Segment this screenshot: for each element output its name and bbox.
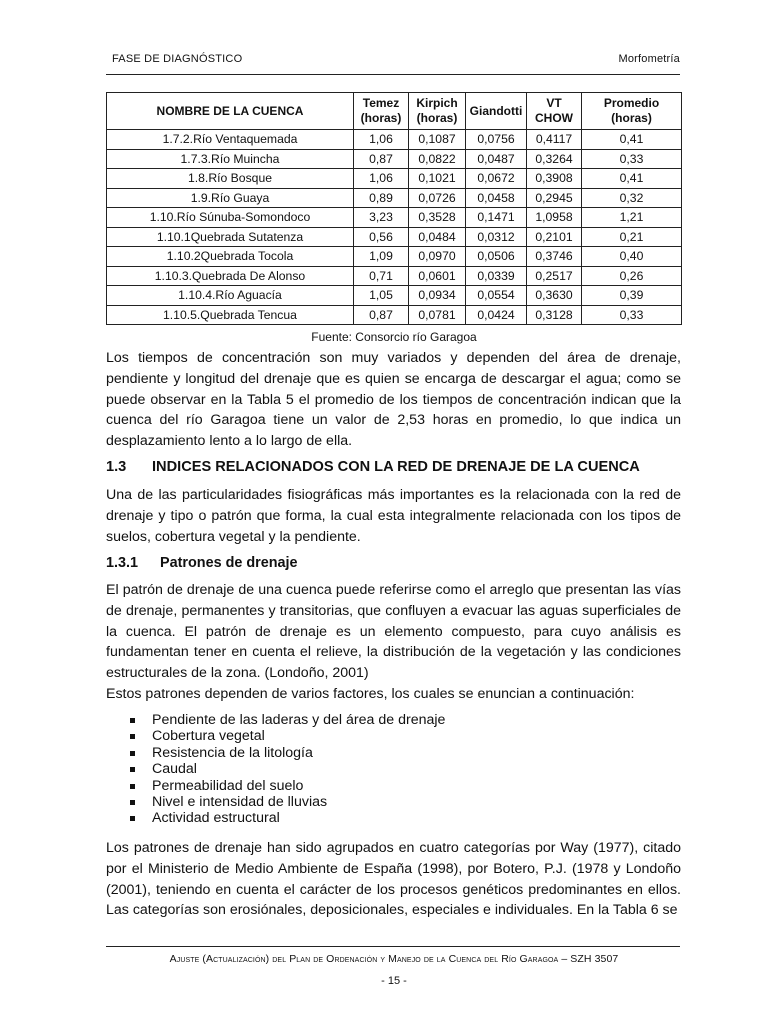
basin-name-cell: 1.8.Río Bosque xyxy=(107,169,354,189)
value-cell: 0,0934 xyxy=(409,286,466,306)
basin-name-cell: 1.7.3.Río Muincha xyxy=(107,149,354,169)
bullet-square-icon xyxy=(130,784,135,789)
value-cell: 0,3128 xyxy=(527,305,582,325)
section-title: INDICES RELACIONADOS CON LA RED DE DRENAJE DE LA CUENCA xyxy=(152,459,640,475)
list-item-text: Pendiente de las laderas y del área de drenaje xyxy=(152,712,446,728)
table-row xyxy=(107,208,682,228)
col-header-promedio: Promedio (horas) xyxy=(582,93,682,130)
list-item xyxy=(106,728,445,744)
list-item xyxy=(106,778,445,794)
value-cell: 0,0458 xyxy=(466,188,527,208)
footer-title: Ajuste (Actualización) del Plan de Ordenación y Manejo de la Cuenca del Río Garagoa – SZH 3507 xyxy=(169,953,619,965)
value-cell: 0,0756 xyxy=(466,130,527,150)
bullet-square-icon xyxy=(130,751,135,756)
value-cell: 0,0822 xyxy=(409,149,466,169)
bullet-square-icon xyxy=(130,767,135,772)
value-cell: 1,05 xyxy=(354,286,409,306)
value-cell: 0,4117 xyxy=(527,130,582,150)
bullet-square-icon xyxy=(130,800,135,805)
section-number: 1.3 xyxy=(106,459,127,475)
basin-name-cell: 1.9.Río Guaya xyxy=(107,188,354,208)
bullet-square-icon xyxy=(130,734,135,739)
table-row xyxy=(107,130,682,150)
value-cell: 0,3746 xyxy=(527,247,582,267)
table-row xyxy=(107,266,682,286)
section-heading xyxy=(106,459,640,475)
list-item-text: Permeabilidad del suelo xyxy=(152,777,304,794)
table-row xyxy=(107,169,682,189)
value-cell: 0,33 xyxy=(582,305,682,325)
basin-name-cell: 1.10.2Quebrada Tocola xyxy=(107,247,354,267)
table-row xyxy=(107,286,682,306)
value-cell: 1,21 xyxy=(582,208,682,228)
value-cell: 0,0339 xyxy=(466,266,527,286)
value-cell: 0,2517 xyxy=(527,266,582,286)
bullet-square-icon xyxy=(130,718,135,723)
table-header-row xyxy=(107,93,682,130)
value-cell: 0,3630 xyxy=(527,286,582,306)
list-item xyxy=(106,745,445,761)
value-cell: 0,3908 xyxy=(527,169,582,189)
col-header-giandotti: Giandotti xyxy=(466,93,527,130)
value-cell: 0,0312 xyxy=(466,227,527,247)
paragraph-drainage-pattern: El patrón de drenaje de una cuenca puede referirse como el arreglo que presentan las vías de drenaje, permanentes y transitorias, que confluyen a evacuar las aguas superficiales de la cuenca. El patrón de drenaje es un elemento compuesto, para cuyo análisis es fundamentan tener en cuenta el relieve, la distribución de la vegetación y las condiciones estructurales de la zona. (Londoño, 2001) xyxy=(106,582,681,682)
value-cell: 3,23 xyxy=(354,208,409,228)
basin-name-cell: 1.7.2.Río Ventaquemada xyxy=(107,130,354,150)
value-cell: 0,0506 xyxy=(466,247,527,267)
header-section-label: FASE DE DIAGNÓSTICO xyxy=(112,53,243,65)
basin-name-cell: 1.10.5.Quebrada Tencua xyxy=(107,305,354,325)
paragraph-pattern-categories: Los patrones de drenaje han sido agrupados en cuatro categorías por Way (1977), citado por el Ministerio de Medio Ambiente de España (1998), por Botero, P.J. (1978 y Londoño (2001), teniendo en cuenta el carácter de los procesos genéticos predominantes en ellos. Las categorías son erosiónales, deposicionales, especiales e individuales. En la Tabla 6 se xyxy=(106,840,681,919)
list-item xyxy=(106,712,445,728)
table-row xyxy=(107,305,682,325)
value-cell: 0,89 xyxy=(354,188,409,208)
page-number: - 15 - xyxy=(381,975,407,987)
value-cell: 0,26 xyxy=(582,266,682,286)
page-header xyxy=(106,52,680,75)
value-cell: 0,39 xyxy=(582,286,682,306)
value-cell: 1,06 xyxy=(354,130,409,150)
list-item xyxy=(106,794,445,810)
value-cell: 0,0726 xyxy=(409,188,466,208)
col-header-name: NOMBRE DE LA CUENCA xyxy=(107,93,354,130)
value-cell: 1,0958 xyxy=(527,208,582,228)
table-row xyxy=(107,227,682,247)
value-cell: 1,06 xyxy=(354,169,409,189)
subsection-number: 1.3.1 xyxy=(106,555,139,571)
paragraph-concentration-times: Los tiempos de concentración son muy variados y dependen del área de drenaje, pendiente y longitud del drenaje que es quien se encarga de descargar el agua; como se puede observar en la Tabla 5 el promedio de los tiempos de concentración indican que la cuenca del río Garagoa tiene un valor de 2,53 horas en promedio, lo que indica un desplazamiento lento a lo largo de ella. xyxy=(106,350,681,450)
value-cell: 0,21 xyxy=(582,227,682,247)
concentration-time-table xyxy=(106,92,682,325)
subsection-heading xyxy=(106,555,298,571)
list-item-text: Actividad estructural xyxy=(152,810,280,827)
table-source: Fuente: Consorcio río Garagoa xyxy=(311,330,477,344)
paragraph-factors-intro: Estos patrones dependen de varios factores, los cuales se enuncian a continuación: xyxy=(106,686,635,702)
subsection-title: Patrones de drenaje xyxy=(160,555,298,571)
list-item-text: Caudal xyxy=(152,761,197,778)
table-row xyxy=(107,149,682,169)
value-cell: 0,87 xyxy=(354,149,409,169)
value-cell: 0,1087 xyxy=(409,130,466,150)
value-cell: 0,32 xyxy=(582,188,682,208)
value-cell: 0,2945 xyxy=(527,188,582,208)
value-cell: 0,2101 xyxy=(527,227,582,247)
value-cell: 0,0970 xyxy=(409,247,466,267)
paragraph-drainage-network: Una de las particularidades fisiográficas más importantes es la relacionada con la red de drenaje y tipo o patrón que forma, la cual esta integralmente relacionada con los tipos de suelos, cobertura vegetal y la pendiente. xyxy=(106,487,681,545)
table-row xyxy=(107,247,682,267)
value-cell: 0,3528 xyxy=(409,208,466,228)
value-cell: 0,0487 xyxy=(466,149,527,169)
col-header-vtchow: VT CHOW xyxy=(527,93,582,130)
value-cell: 0,0554 xyxy=(466,286,527,306)
value-cell: 0,0672 xyxy=(466,169,527,189)
value-cell: 0,3264 xyxy=(527,149,582,169)
value-cell: 0,1471 xyxy=(466,208,527,228)
list-item-text: Resistencia de la litología xyxy=(152,744,313,761)
value-cell: 0,0484 xyxy=(409,227,466,247)
value-cell: 0,41 xyxy=(582,130,682,150)
value-cell: 0,0601 xyxy=(409,266,466,286)
value-cell: 0,71 xyxy=(354,266,409,286)
basin-name-cell: 1.10.Río Súnuba-Somondoco xyxy=(107,208,354,228)
basin-name-cell: 1.10.3.Quebrada De Alonso xyxy=(107,266,354,286)
value-cell: 1,09 xyxy=(354,247,409,267)
bullet-square-icon xyxy=(130,816,135,821)
table-row xyxy=(107,188,682,208)
list-item-text: Nivel e intensidad de lluvias xyxy=(152,794,328,811)
value-cell: 0,0781 xyxy=(409,305,466,325)
footer-divider xyxy=(106,946,680,947)
list-item xyxy=(106,761,445,777)
list-item xyxy=(106,810,445,826)
value-cell: 0,0424 xyxy=(466,305,527,325)
value-cell: 0,33 xyxy=(582,149,682,169)
basin-name-cell: 1.10.4.Río Aguacía xyxy=(107,286,354,306)
col-header-kirpich: Kirpich (horas) xyxy=(409,93,466,130)
basin-name-cell: 1.10.1Quebrada Sutatenza xyxy=(107,227,354,247)
value-cell: 0,56 xyxy=(354,227,409,247)
list-item-text: Cobertura vegetal xyxy=(152,728,265,745)
col-header-temez: Temez (horas) xyxy=(354,93,409,130)
value-cell: 0,40 xyxy=(582,247,682,267)
header-topic-label: Morfometría xyxy=(618,53,680,65)
value-cell: 0,41 xyxy=(582,169,682,189)
value-cell: 0,1021 xyxy=(409,169,466,189)
factors-list xyxy=(106,712,445,827)
value-cell: 0,87 xyxy=(354,305,409,325)
